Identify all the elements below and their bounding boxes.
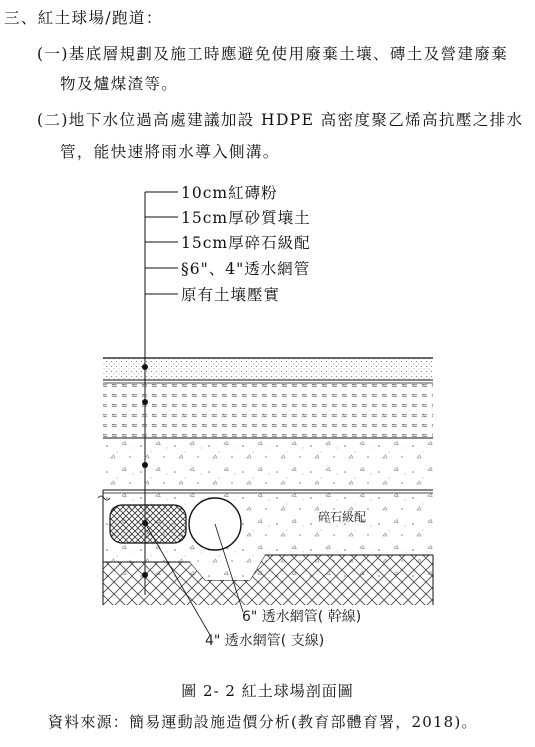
item-1-line-1: (一)基底層規劃及施工時應避免使用廢棄土壤、磚土及營建廢棄 — [37, 45, 509, 63]
main-pipe-label: 6" 透水網管( 幹線) — [242, 609, 362, 625]
label-original-soil: 原有土壤壓實 — [181, 286, 281, 304]
item-2-line-1: (二)地下水位過高處建議加設 HDPE 高密度聚乙烯高抗壓之排水 — [37, 111, 524, 129]
cross-section-diagram — [0, 180, 535, 680]
figure-caption: 圖 2- 2 紅土球場剖面圖 — [181, 682, 354, 700]
item-2-line-2: 管，能快速將雨水導入側溝。 — [60, 143, 280, 161]
item-1-line-2: 物及爐煤渣等。 — [60, 75, 179, 93]
branch-pipe-label: 4" 透水網管( 支線) — [205, 633, 325, 649]
label-permeable-pipes: §6"、4"透水網管 — [181, 260, 311, 278]
label-gravel-grading: 15cm厚碎石級配 — [181, 234, 311, 252]
label-sandy-loam: 15cm厚砂質壤土 — [181, 209, 311, 227]
gravel-grading-label: 碎石級配 — [318, 510, 367, 524]
section-title: 三、紅土球場/跑道： — [4, 9, 163, 27]
layer-sandy-loam — [103, 383, 433, 438]
branch-pipe — [110, 505, 186, 543]
layer-red-brick-powder — [103, 358, 433, 380]
label-red-brick-powder: 10cm紅磚粉 — [181, 184, 278, 202]
source-note: 資料來源：簡易運動設施造價分析(教育部體育署，2018)。 — [48, 713, 478, 731]
